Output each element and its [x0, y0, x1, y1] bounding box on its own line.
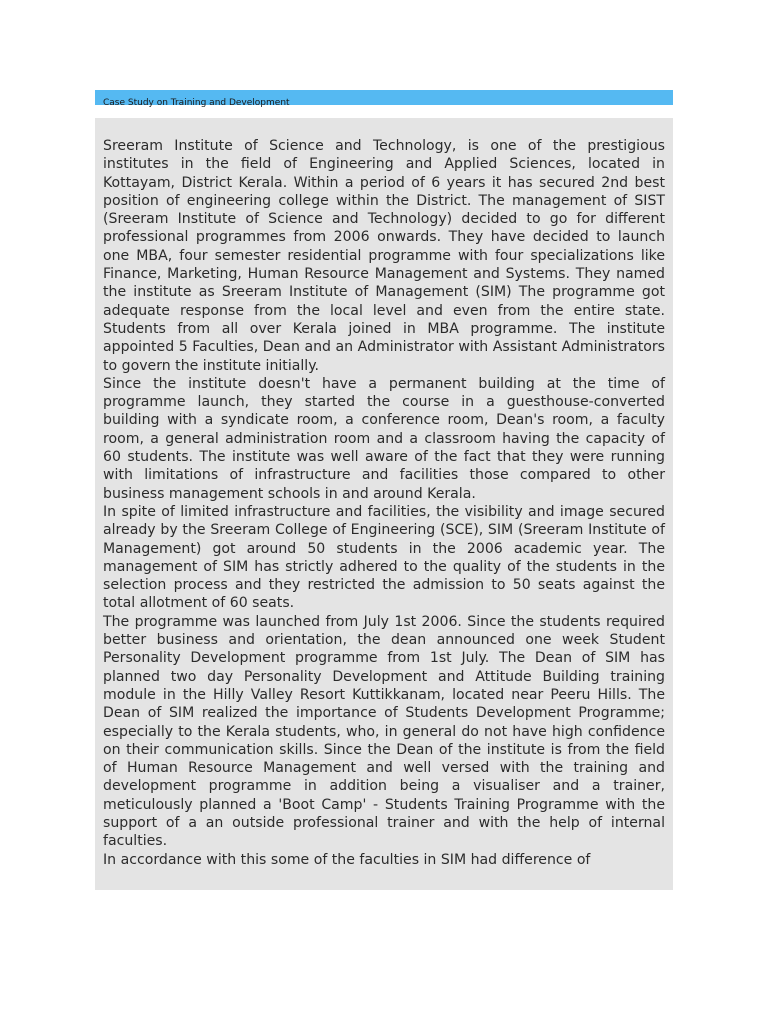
document-title: Case Study on Training and Development	[103, 98, 290, 108]
paragraph: Sreeram Institute of Science and Technology, is one of the prestigious institutes in the field of Engineering and Applied Sciences, located in Kottayam, District Kerala. Within a period of 6 years it has secured 2nd best position of engineering college within the District. The management of SIST (Sreeram Institute of Science and Technology) decided to go for different professional programmes from 2006 onwards. They have decided to launch one MBA, four semester residential programme with four specializations like Finance, Marketing, Human Resource Management and Systems. They named the institute as Sreeram Institute of Management (SIM) The programme got adequate response from the local level and even from the entire state. Students from all over Kerala joined in MBA programme. The institute appointed 5 Faculties, Dean and an Administrator with Assistant Administrators to govern the institute initially.	[103, 138, 665, 374]
paragraph: The programme was launched from July 1st 2006. Since the students required better business and orientation, the dean announced one week Student Personality Development programme from 1st July. The Dean of SIM has planned two day Personality Development and Attitude Building training module in the Hilly Valley Resort Kuttikkanam, located near Peeru Hills. The Dean of SIM realized the importance of Students Development Programme; especially to the Kerala students, who, in general do not have high confidence on their communication skills. Since the Dean of the institute is from the field of Human Resource Management and well versed with the training and development programme in addition being a visualiser and a trainer, meticulously planned a 'Boot Camp' - Students Training Programme with the support of a an outside professional trainer and with the help of internal faculties.	[103, 613, 665, 850]
paragraph: Since the institute doesn't have a permanent building at the time of programme launch, they started the course in a guesthouse-converted building with a syndicate room, a conference room, Dean's room, a faculty room, a general administration room and a classroom having the capacity of 60 students. The institute was well aware of the fact that they were running with limitations of infrastructure and facilities those compared to other business management schools in and around Kerala.	[103, 375, 665, 502]
document-header-bar	[95, 90, 673, 108]
paragraph: In spite of limited infrastructure and facilities, the visibility and image secured already by the Sreeram College of Engineering (SCE), SIM (Sreeram Institute of Management) got around 50 students in the 2006 academic year. The management of SIM has strictly adhered to the quality of the students in the selection process and they restricted the admission to 50 seats against the total allotment of 60 seats.	[103, 503, 665, 612]
document-body	[95, 118, 673, 890]
paragraph: In accordance with this some of the faculties in SIM had difference of	[103, 851, 591, 868]
